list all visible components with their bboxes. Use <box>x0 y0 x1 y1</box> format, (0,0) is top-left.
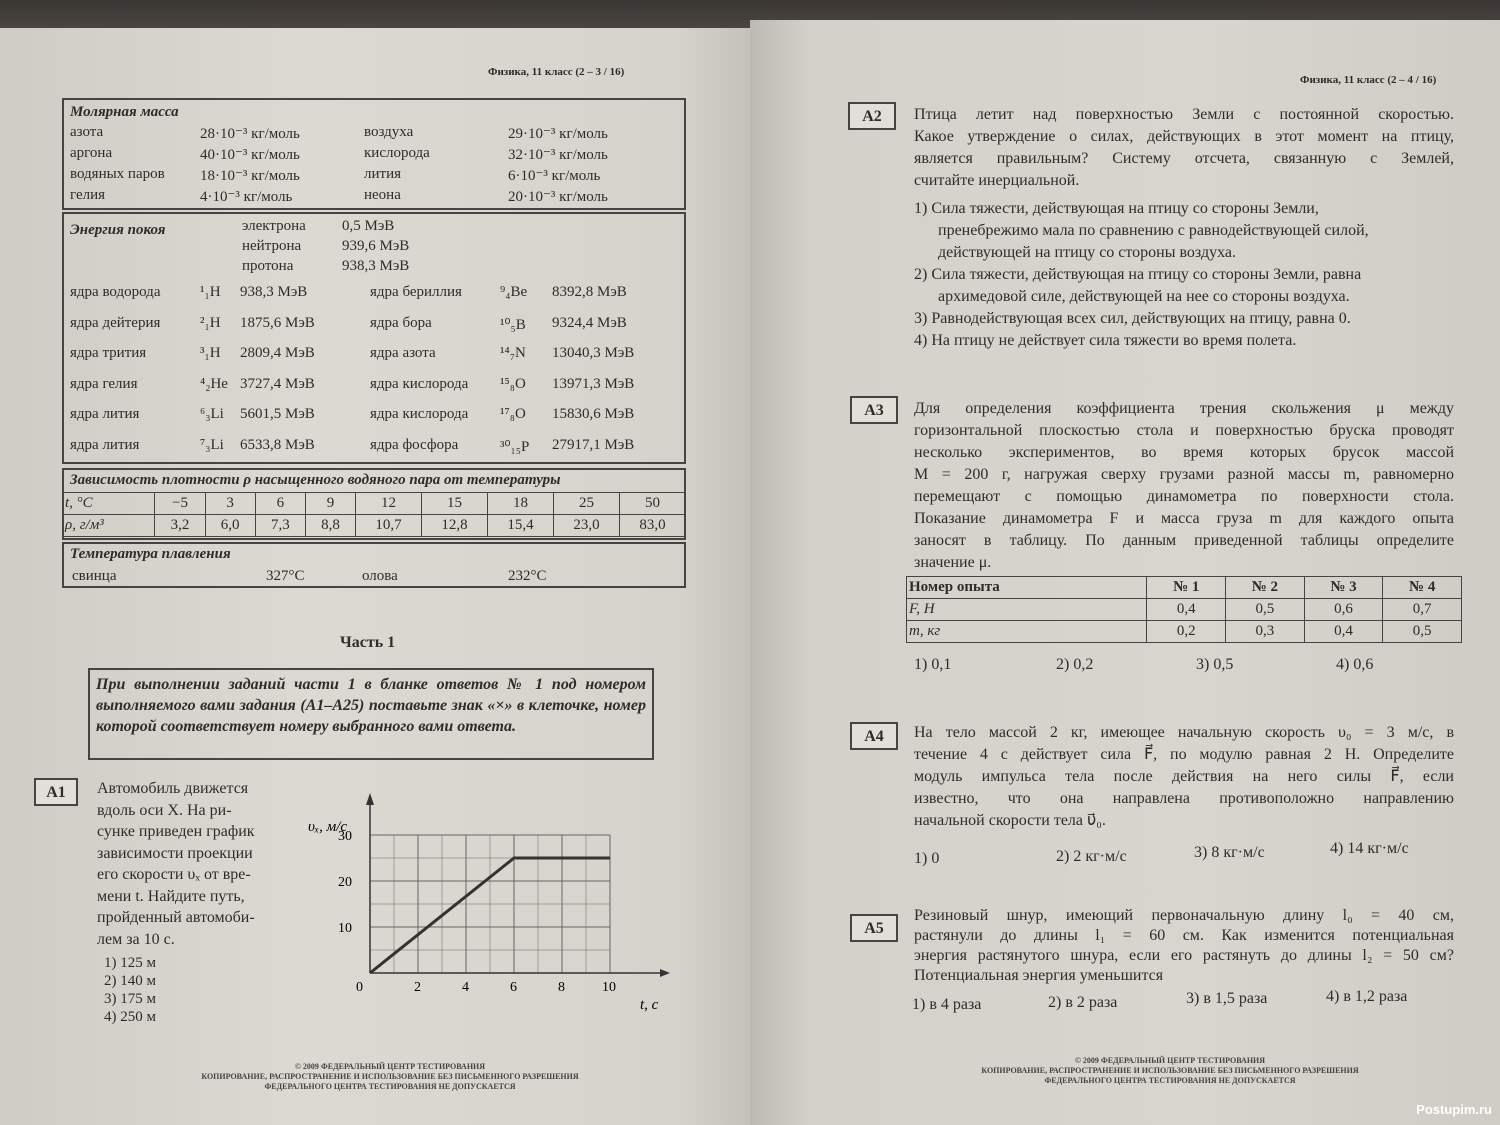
a3-answer-2: 2) 0,2 <box>1056 656 1094 673</box>
nucleus-energy: 8392,8 МэВ <box>552 284 627 300</box>
nucleus-name: ядра гелия <box>70 375 138 392</box>
molar-cell: лития <box>364 166 401 182</box>
nuclide-symbol: ³₁H <box>200 345 221 361</box>
molar-cell: 40·10⁻³ кг/моль <box>200 147 300 163</box>
a2-answer-line: 4) На птицу не действует сила тяжести во время полета. <box>914 332 1297 349</box>
question-a2-label: A2 <box>848 102 896 130</box>
a2-answer <box>914 330 1454 352</box>
nuclide-symbol: ⁹₄Be <box>500 284 528 300</box>
molar-cell: 20·10⁻³ кг/моль <box>508 189 608 205</box>
a4-line: течение 4 с действует сила F⃗, по модулю равная 2 Н. Определите <box>914 746 1454 763</box>
y-axis-arrow <box>366 793 374 805</box>
molar-title: Молярная масса <box>70 104 179 120</box>
nucleus-name: ядра фосфора <box>370 436 459 453</box>
melting-tin-label: олова <box>362 568 398 584</box>
particle-name: электрона <box>242 218 306 234</box>
nuclide-symbol: ¹⁴₇N <box>500 345 526 361</box>
question-a1-text <box>97 778 255 950</box>
a3-cell: 0,3 <box>1226 621 1305 643</box>
question-a5-text <box>914 906 1454 986</box>
melting-tin-value: 232°C <box>508 568 547 584</box>
nuclide-symbol: ¹₁H <box>200 284 221 300</box>
nuclide-symbol: ¹⁵₈O <box>500 375 526 392</box>
y-tick-label: 30 <box>338 829 352 844</box>
footer-line: ФЕДЕРАЛЬНОГО ЦЕНТРА ТЕСТИРОВАНИЯ НЕ ДОПУСКАЕТСЯ <box>1044 1076 1296 1085</box>
page-header: Физика, 11 класс (2 – 4 / 16) <box>1300 74 1437 86</box>
nucleus-energy: 938,3 МэВ <box>240 284 308 300</box>
molar-cell: водяных паров <box>70 166 165 182</box>
watermark: Postupim.ru <box>1416 1102 1492 1117</box>
nucleus-energy: 1875,6 МэВ <box>240 314 315 331</box>
rho-cell: 8,8 <box>305 515 355 537</box>
t-cell: −5 <box>155 493 205 515</box>
left-footer <box>150 1062 630 1092</box>
question-a2-text <box>914 104 1454 192</box>
x-tick-label: 10 <box>602 980 616 995</box>
nucleus-energy: 6533,8 МэВ <box>240 436 315 453</box>
instruction-box: При выполнении заданий части 1 в бланке ответов № 1 под номером выполняемого вами задания (A1–A25) поставьте знак «×» в клеточке, номер которой соответствует номеру выбранного вами ответа. <box>88 668 654 760</box>
molar-cell: азота <box>70 124 104 140</box>
a3-line: несколько экспериментов, во время которых брусок массой <box>914 444 1454 461</box>
nucleus-name: ядра бора <box>370 314 432 331</box>
a1-answer: 4) 250 м <box>104 1009 156 1025</box>
page-header: Физика, 11 класс (2 – 3 / 16) <box>488 66 625 78</box>
nucleus-energy: 13971,3 МэВ <box>552 375 635 392</box>
a3-cell: 0,5 <box>1383 621 1462 643</box>
a5-line: растянули до длины l₁ = 60 см. Как изменится потенциальная <box>914 927 1454 944</box>
molar-cell: 4·10⁻³ кг/моль <box>200 189 293 205</box>
right-footer <box>930 1056 1410 1086</box>
a2-answer-line: действующей на птицу со стороны воздуха. <box>938 244 1236 261</box>
a5-line: энергия растянутого шнура, если его растянуть до длины l₂ = 50 см? <box>914 947 1454 964</box>
x-axis-arrow <box>660 969 670 977</box>
vapor-title: Зависимость плотности ρ насыщенного водяного пара от температуры <box>70 472 561 488</box>
x-tick-label: 4 <box>462 980 469 995</box>
a2-answer-line: 3) Равнодействующая всех сил, действующих на птицу, равна 0. <box>914 310 1351 327</box>
question-a4-label: A4 <box>850 722 898 750</box>
a3-answer-1: 1) 0,1 <box>914 656 952 673</box>
nucleus-name: ядра лития <box>70 436 140 453</box>
a2-answer-line: 1) Сила тяжести, действующая на птицу со стороны Земли, <box>914 200 1319 217</box>
footer-line: © 2009 ФЕДЕРАЛЬНЫЙ ЦЕНТР ТЕСТИРОВАНИЯ <box>1074 1056 1266 1065</box>
molar-cell: 6·10⁻³ кг/моль <box>508 168 601 184</box>
a3-cell: 0,5 <box>1226 599 1305 621</box>
nuclide-symbol: ²₁H <box>200 314 221 331</box>
energy-title: Энергия покоя <box>70 222 166 238</box>
a5-line: Резиновый шнур, имеющий первоначальную длину l₀ = 40 см, <box>914 907 1454 924</box>
a4-answer-4: 4) 14 кг·м/с <box>1330 840 1409 857</box>
nucleus-name: ядра водорода <box>70 284 161 300</box>
rho-cell: 7,3 <box>255 515 305 537</box>
part-title: Часть 1 <box>340 634 396 651</box>
molar-cell: 32·10⁻³ кг/моль <box>508 147 608 163</box>
rho-cell: 3,2 <box>155 515 205 537</box>
y-tick-label: 10 <box>338 921 352 936</box>
vapor-density-box <box>62 468 686 540</box>
footer-line: ФЕДЕРАЛЬНОГО ЦЕНТРА ТЕСТИРОВАНИЯ НЕ ДОПУСКАЕТСЯ <box>264 1082 516 1091</box>
a1-line: вдоль оси X. На ри- <box>97 801 232 819</box>
rho-cell: 23,0 <box>553 515 619 537</box>
t-cell: 6 <box>255 493 305 515</box>
a4-answer-3: 3) 8 кг·м/с <box>1194 844 1265 861</box>
x-tick-label: 6 <box>510 980 517 995</box>
t-cell: 15 <box>422 493 488 515</box>
particle-name: протона <box>242 258 294 274</box>
molar-cell: 28·10⁻³ кг/моль <box>200 126 300 142</box>
left-page <box>0 28 750 1125</box>
a3-cell: m, кг <box>907 621 1147 643</box>
a3-line: значение μ. <box>914 554 992 571</box>
a3-cell: 0,6 <box>1304 599 1383 621</box>
nucleus-name: ядра дейтерия <box>70 314 161 331</box>
particle-energy: 939,6 МэВ <box>342 238 410 254</box>
a2-answer <box>914 264 1454 308</box>
molar-cell: гелия <box>70 187 106 203</box>
a3-head-cell: № 1 <box>1147 577 1226 599</box>
t-cell: 50 <box>619 493 685 515</box>
question-a3-text <box>914 398 1454 574</box>
particle-energy: 938,3 МэВ <box>342 258 410 274</box>
a1-answer: 3) 175 м <box>104 991 156 1007</box>
a1-line: сунке приведен график <box>97 823 255 840</box>
nucleus-energy: 3727,4 МэВ <box>240 375 315 392</box>
a3-cell: 0,2 <box>1147 621 1226 643</box>
a2-line: Какое утверждение о силах, действующих в этот момент на птицу, <box>914 128 1454 145</box>
t-cell: 18 <box>488 493 554 515</box>
question-a1-answers <box>104 954 156 1026</box>
nucleus-energy: 13040,3 МэВ <box>552 345 635 361</box>
a2-line: является правильным? Систему отсчета, связанную с Землей, <box>914 150 1454 167</box>
a3-table <box>906 576 1462 643</box>
particle-energy: 0,5 МэВ <box>342 218 395 234</box>
a4-line: На тело массой 2 кг, имеющее начальную скорость υ₀ = 3 м/с, в <box>914 724 1454 741</box>
a2-line: Птица летит над поверхностью Земли с постоянной скоростью. <box>914 106 1454 123</box>
melting-lead-label: свинца <box>72 568 117 584</box>
a3-cell: 0,4 <box>1147 599 1226 621</box>
a5-answer-1: 1) в 4 раза <box>912 996 982 1013</box>
t-cell: 3 <box>205 493 255 515</box>
particle-name: нейтрона <box>242 238 302 254</box>
t-cell: 25 <box>553 493 619 515</box>
t-header: t, °C <box>63 493 155 515</box>
molar-cell: неона <box>364 187 401 203</box>
question-a1-label: A1 <box>34 778 78 806</box>
rho-cell: 6,0 <box>205 515 255 537</box>
origin-label: 0 <box>356 980 363 995</box>
a3-head-cell: № 4 <box>1383 577 1462 599</box>
molar-mass-box <box>62 98 686 210</box>
nucleus-energy: 2809,4 МэВ <box>240 345 315 361</box>
rest-energy-box <box>62 212 686 464</box>
molar-cell: аргона <box>70 145 113 161</box>
rho-cell: 15,4 <box>488 515 554 537</box>
nucleus-name: ядра кислорода <box>370 406 469 422</box>
y-tick-label: 20 <box>338 875 352 890</box>
right-page <box>750 20 1500 1125</box>
a3-head-cell: Номер опыта <box>907 577 1147 599</box>
question-a2-answers <box>914 198 1454 352</box>
a1-line: его скорости υₓ от вре- <box>97 866 251 883</box>
a5-answer-2: 2) в 2 раза <box>1048 994 1118 1011</box>
nucleus-name: ядра бериллия <box>370 284 462 300</box>
a3-cell: 0,4 <box>1304 621 1383 643</box>
a3-head-cell: № 3 <box>1304 577 1383 599</box>
a2-answer-line: архимедовой силе, действующей на нее со стороны воздуха. <box>938 288 1350 305</box>
t-cell: 12 <box>356 493 422 515</box>
a3-line: горизонтальной плоскостью стола и поверхностью бруска проводят <box>914 422 1454 439</box>
nuclide-symbol: ⁷₃Li <box>200 436 224 453</box>
a3-answer-3: 3) 0,5 <box>1196 656 1234 673</box>
nuclide-symbol: ¹⁷₈O <box>500 406 526 422</box>
molar-cell: воздуха <box>364 124 414 140</box>
a1-answer: 2) 140 м <box>104 973 156 989</box>
rho-header: ρ, г/м³ <box>63 515 155 537</box>
footer-line: КОПИРОВАНИЕ, РАСПРОСТРАНЕНИЕ И ИСПОЛЬЗОВАНИЕ БЕЗ ПИСЬМЕННОГО РАЗРЕШЕНИЯ <box>201 1072 579 1081</box>
melting-box <box>62 542 686 588</box>
vapor-table <box>62 492 686 537</box>
a5-answer-3: 3) в 1,5 раза <box>1186 990 1268 1007</box>
melting-title: Температура плавления <box>70 546 231 562</box>
a3-line: Для определения коэффициента трения скольжения μ между <box>914 400 1454 417</box>
nucleus-name: ядра кислорода <box>370 375 469 392</box>
t-cell: 9 <box>305 493 355 515</box>
a1-line: мени t. Найдите путь, <box>97 887 245 905</box>
a3-cell: 0,7 <box>1383 599 1462 621</box>
nucleus-energy: 5601,5 МэВ <box>240 406 315 422</box>
a4-answer-2: 2) 2 кг·м/с <box>1056 848 1127 865</box>
nucleus-name: ядра трития <box>70 345 147 361</box>
nuclide-symbol: ¹⁰₅B <box>500 316 526 333</box>
footer-line: КОПИРОВАНИЕ, РАСПРОСТРАНЕНИЕ И ИСПОЛЬЗОВАНИЕ БЕЗ ПИСЬМЕННОГО РАЗРЕШЕНИЯ <box>981 1066 1359 1075</box>
a3-answer-4: 4) 0,6 <box>1336 656 1374 673</box>
nucleus-energy: 15830,6 МэВ <box>552 406 635 422</box>
a2-line: считайте инерциальной. <box>914 172 1080 189</box>
molar-cell: 18·10⁻³ кг/моль <box>200 168 300 184</box>
nuclide-symbol: ⁴₂He <box>200 375 228 392</box>
a3-line: Показание динамометра F и масса груза m для каждого опыта <box>914 510 1454 527</box>
a1-line: зависимости проекции <box>97 844 253 862</box>
nucleus-energy: 9324,4 МэВ <box>552 314 627 331</box>
a2-answer-line: пренебрежимо мала по сравнению с равнодействующей силой, <box>938 222 1369 239</box>
a1-answer: 1) 125 м <box>104 955 156 971</box>
velocity-chart <box>300 783 680 1013</box>
molar-cell: кислорода <box>364 145 430 161</box>
x-axis-label: t, с <box>640 997 659 1013</box>
nucleus-name: ядра лития <box>70 406 140 422</box>
melting-lead-value: 327°C <box>266 568 305 584</box>
a5-answer-4: 4) в 1,2 раза <box>1326 988 1408 1005</box>
nucleus-name: ядра азота <box>370 345 436 361</box>
rho-cell: 12,8 <box>422 515 488 537</box>
a3-line: M = 200 г, нагружая сверху грузами разной массы m, равномерно <box>914 466 1454 483</box>
a3-cell: F, Н <box>907 599 1147 621</box>
a3-line: заносят в таблицу. По данным приведенной таблицы определите <box>914 532 1454 549</box>
nuclide-symbol: ⁶₃Li <box>200 406 224 422</box>
nucleus-energy: 27917,1 МэВ <box>552 436 635 453</box>
a1-line: Автомобиль движется <box>97 780 249 797</box>
a1-line: пройденный автомоби- <box>97 909 255 926</box>
a3-line: перемещают с помощью динамометра по поверхности стола. <box>914 488 1454 505</box>
a4-answer-1: 1) 0 <box>914 850 940 867</box>
rho-cell: 83,0 <box>619 515 685 537</box>
molar-cell: 29·10⁻³ кг/моль <box>508 126 608 142</box>
a3-head-cell: № 2 <box>1226 577 1305 599</box>
question-a5-label: A5 <box>850 914 898 942</box>
question-a4-text <box>914 722 1454 832</box>
a4-line: модуль импульса тела после действия на него силы F⃗, если <box>914 768 1454 785</box>
a2-answer-line: 2) Сила тяжести, действующая на птицу со стороны Земли, равна <box>914 266 1362 283</box>
x-tick-label: 8 <box>558 980 565 995</box>
a5-line: Потенциальная энергия уменьшится <box>914 967 1164 984</box>
a1-line: лем за 10 с. <box>97 930 175 948</box>
a4-line: известно, что она направлена противоположно направлению <box>914 790 1454 807</box>
x-tick-label: 2 <box>414 980 421 995</box>
a4-line: начальной скорости тела υ⃗₀. <box>914 812 1106 829</box>
footer-line: © 2009 ФЕДЕРАЛЬНЫЙ ЦЕНТР ТЕСТИРОВАНИЯ <box>294 1062 486 1071</box>
a2-answer <box>914 198 1454 264</box>
question-a3-label: A3 <box>850 396 898 424</box>
nuclide-symbol: ³⁰₁₅P <box>500 438 530 455</box>
a2-answer <box>914 308 1454 330</box>
y-axis-label: υₓ, м/с <box>308 819 348 835</box>
rho-cell: 10,7 <box>356 515 422 537</box>
